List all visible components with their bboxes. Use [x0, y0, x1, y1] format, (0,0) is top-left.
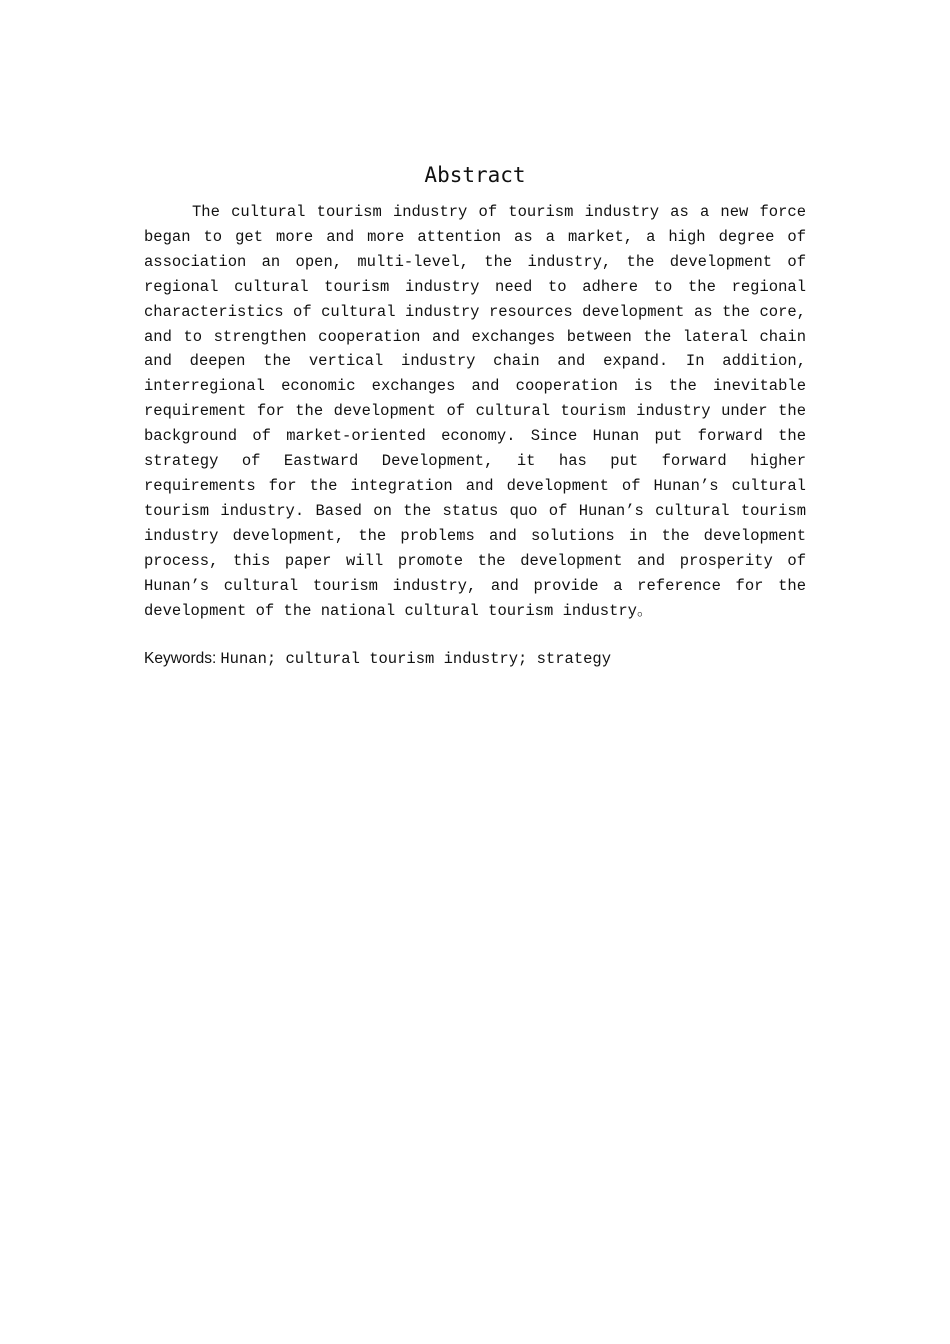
keywords-value: Hunan; cultural tourism industry; strategy — [220, 650, 612, 668]
abstract-heading: Abstract — [424, 163, 526, 187]
keywords-line — [144, 647, 806, 671]
abstract-paragraph: The cultural tourism industry of tourism industry as a new force began to get more and more attention as a market, a high degree of association an open, multi-level, the industry, the development of regional cultural tourism industry need to adhere to the regional characteristics of cultural industry resources development as the core, and to strengthen cooperation and exchanges between the lateral chain and deepen the vertical industry chain and expand. In addition, interregional economic exchanges and cooperation is the inevitable requirement for the development of cultural tourism industry under the background of market-oriented economy. Since Hunan put forward the strategy of Eastward Development, it has put forward higher requirements for the integration and development of Hunan’s cultural tourism industry. Based on the status quo of Hunan’s cultural tourism industry development, the problems and solutions in the development process, this paper will promote the development and prosperity of Hunan’s cultural tourism industry, and provide a reference for the development of the national cultural tourism industry。 — [144, 203, 806, 620]
keywords-label: Keywords: — [144, 650, 217, 667]
